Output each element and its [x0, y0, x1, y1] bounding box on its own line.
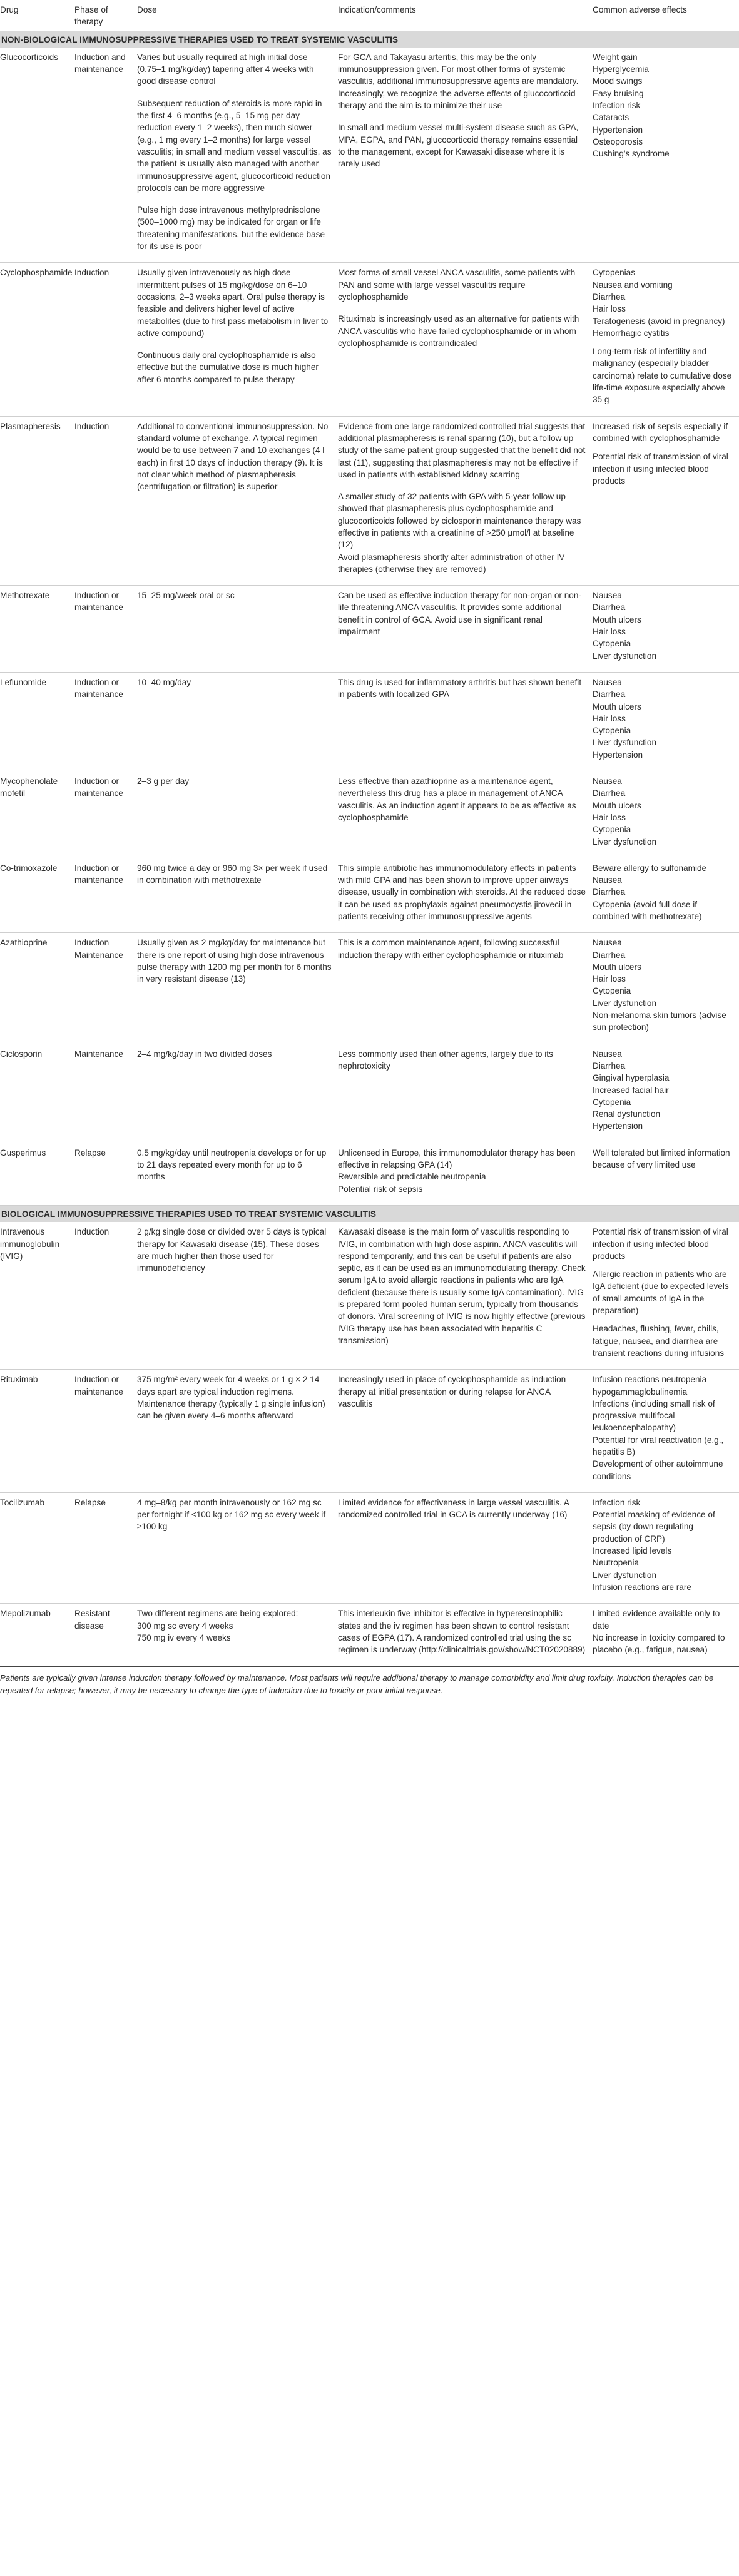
- adverse-effect-item: Cytopenia: [593, 1097, 631, 1107]
- adverse-effect-item: Nausea and vomiting: [593, 280, 673, 290]
- dose-paragraph: 2 g/kg single dose or divided over 5 days is typical therapy for Kawasaki disease (15). These doses are much higher than those used for immunodeficiency: [137, 1227, 327, 1273]
- indication-cell: [338, 771, 593, 858]
- phase-of-therapy: Induction Maintenance: [74, 938, 123, 960]
- table-header: [0, 4, 739, 31]
- drug-name: Glucocorticoids: [0, 52, 58, 62]
- indication-paragraph: This simple antibiotic has immunomodulatory effects in patients with mild GPA and has been shown to improve upper airways disease, usually in combination with steroids. At the reduced dose it can be used as prophylaxis against pneumocystis jirovecii in patients receiving other immunosuppressive agents: [338, 863, 586, 921]
- indication-paragraph-line: Avoid plasmapheresis shortly after administration of other IV therapies (otherwise they are removed): [338, 552, 565, 574]
- adverse-effect-item: Teratogenesis (avoid in pregnancy): [593, 316, 725, 326]
- adverse-effect-item: Diarrhea: [593, 1061, 626, 1071]
- adverse-effect-item: Renal dysfunction: [593, 1109, 661, 1119]
- adverse-effect-item: Diarrhea: [593, 950, 626, 960]
- adverse-effect-item: Osteoporosis: [593, 136, 643, 146]
- indication-cell: [338, 1604, 593, 1666]
- dose-paragraph: 10–40 mg/day: [137, 677, 191, 687]
- adverse-effect-item: Hair loss: [593, 627, 626, 637]
- indication-cell: [338, 1222, 593, 1369]
- adverse-effect-item: Allergic reaction in patients who are IgA deficient (due to expected levels of small amounts of IgA in the preparation): [593, 1270, 729, 1316]
- adverse-effect-item: Hair loss: [593, 812, 626, 822]
- phase-of-therapy: Induction or maintenance: [74, 591, 123, 613]
- dose-cell: [137, 586, 338, 673]
- drug-name: Cyclophosphamide: [0, 268, 73, 278]
- indication-paragraph: This interleukin five inhibitor is effective in hypereosinophilic states and the iv regimen has been shown to control resistant cases of EGPA (17). A randomized controlled trial using the sc regimen is underway (http://clinicaltrials.gov/show/NCT02020889): [338, 1609, 586, 1655]
- drug-name: Ciclosporin: [0, 1049, 43, 1059]
- dose-cell: [137, 263, 338, 416]
- header-drug: Drug: [0, 5, 19, 14]
- indication-paragraph: For GCA and Takayasu arteritis, this may be the only immunosuppression given. For most other forms of systemic vasculitis, additional immunosuppressive agents are mandatory. Increasingly, we recognize the adverse effects of glucocorticoid therapy and the aim is to minimize their use: [338, 52, 579, 111]
- indication-paragraph: Limited evidence for effectiveness in large vessel vasculitis. A randomized controlled trial in GCA is currently underway (16): [338, 1497, 569, 1520]
- indication-paragraph: This is a common maintenance agent, following successful induction therapy with either cyclophosphamide or rituximab: [338, 938, 564, 960]
- adverse-effect-item: Diarrhea: [593, 887, 626, 897]
- table-row: [0, 416, 739, 586]
- adverse-effect-item: Neutropenia: [593, 1558, 640, 1568]
- indication-paragraph: Evidence from one large randomized controlled trial suggests that additional plasmapheresis is renal sparing (10), but a follow up study of the same patient group suggested that the benefit did not last (11), suggesting that plasmapheresis may not be effective if used in patients with established kidney scarring: [338, 421, 586, 479]
- section-heading-row: [0, 31, 739, 48]
- dose-cell: [137, 672, 338, 771]
- adverse-effect-item: Cytopenia: [593, 639, 631, 649]
- indication-cell: [338, 1044, 593, 1143]
- indication-paragraph-line: Unlicensed in Europe, this immunomodulator therapy has been effective in relapsing GPA (14): [338, 1148, 576, 1170]
- table-row: [0, 672, 739, 771]
- adverse-effects-cell: [593, 1370, 739, 1493]
- adverse-effect-item: Increased facial hair: [593, 1085, 669, 1095]
- adverse-effect-item: Long-term risk of infertility and malignancy (especially bladder carcinoma) relate to cumulative dose life-time exposure especially above 35 g: [593, 347, 732, 405]
- phase-of-therapy: Induction: [74, 1227, 110, 1237]
- adverse-effect-item: Cushing's syndrome: [593, 149, 670, 159]
- adverse-effect-item: Infections (including small risk of progressive multifocal leukoencephalopathy): [593, 1398, 715, 1433]
- header-adverse-effects: Common adverse effects: [593, 5, 687, 14]
- adverse-effect-item: [593, 1262, 733, 1268]
- section-title: NON-BIOLOGICAL IMMUNOSUPPRESSIVE THERAPIES USED TO TREAT SYSTEMIC VASCULITIS: [0, 31, 739, 48]
- adverse-effect-item: Hypertension: [593, 1121, 643, 1131]
- adverse-effect-item: Easy bruising: [593, 88, 644, 98]
- adverse-effect-item: Nausea: [593, 677, 622, 687]
- drug-name: Intravenous immunoglobulin (IVIG): [0, 1227, 60, 1261]
- drug-name: Azathioprine: [0, 938, 48, 948]
- dose-cell: [137, 1492, 338, 1603]
- adverse-effect-item: [593, 339, 733, 345]
- drug-name: Leflunomide: [0, 677, 47, 687]
- dose-cell: [137, 1044, 338, 1143]
- adverse-effect-item: Well tolerated but limited information because of very limited use: [593, 1148, 730, 1170]
- indication-paragraph: In small and medium vessel multi-system disease such as GPA, MPA, EGPA, and PAN, glucocorticoid therapy remains essential to the management, except for Kawasaki disease where it is rarely used: [338, 123, 579, 169]
- drug-name: Mycophenolate mofetil: [0, 776, 58, 798]
- section-title: BIOLOGICAL IMMUNOSUPPRESSIVE THERAPIES USED TO TREAT SYSTEMIC VASCULITIS: [0, 1205, 739, 1222]
- adverse-effect-item: Nausea: [593, 938, 622, 948]
- dose-paragraph: 4 mg–8/kg per month intravenously or 162 mg sc per fortnight if <100 kg or 162 mg sc every week if ≥100 kg: [137, 1497, 326, 1532]
- header-phase: Phase of therapy: [74, 5, 108, 27]
- table-row: [0, 586, 739, 673]
- table-row: [0, 48, 739, 263]
- adverse-effects-cell: [593, 586, 739, 673]
- adverse-effect-item: Diarrhea: [593, 690, 626, 700]
- table-row: [0, 771, 739, 858]
- adverse-effect-item: Hemorrhagic cystitis: [593, 328, 670, 338]
- indication-cell: [338, 416, 593, 586]
- adverse-effects-cell: [593, 416, 739, 586]
- indication-paragraph: Most forms of small vessel ANCA vasculitis, some patients with PAN and some with large vessel vasculitis require cyclophosphamide: [338, 268, 576, 302]
- indication-cell: [338, 672, 593, 771]
- adverse-effect-item: Liver dysfunction: [593, 998, 657, 1008]
- indication-cell: [338, 1143, 593, 1205]
- adverse-effect-item: No increase in toxicity compared to placebo (e.g., fatigue, nausea): [593, 1632, 725, 1655]
- adverse-effect-item: Mouth ulcers: [593, 962, 641, 972]
- dose-cell: [137, 1370, 338, 1493]
- adverse-effect-item: Diarrhea: [593, 603, 626, 613]
- header-dose: Dose: [137, 5, 157, 14]
- adverse-effect-item: Infection risk: [593, 101, 641, 111]
- table-row: [0, 1044, 739, 1143]
- table-body: [0, 31, 739, 1666]
- dose-cell: [137, 771, 338, 858]
- table-row: [0, 1492, 739, 1603]
- phase-of-therapy: Relapse: [74, 1497, 106, 1507]
- vasculitis-therapy-table: [0, 4, 739, 1666]
- drug-name: Rituximab: [0, 1375, 38, 1385]
- adverse-effect-item: Infusion reactions are rare: [593, 1582, 691, 1592]
- phase-of-therapy: Induction: [74, 421, 110, 431]
- dose-paragraph: [137, 1607, 332, 1644]
- adverse-effect-item: Mouth ulcers: [593, 800, 641, 810]
- adverse-effects-cell: [593, 1143, 739, 1205]
- indication-paragraph-line: Reversible and predictable neutropenia: [338, 1172, 486, 1182]
- adverse-effect-item: Hypertension: [593, 125, 643, 135]
- adverse-effect-item: Potential masking of evidence of sepsis (by down regulating production of CRP): [593, 1510, 715, 1544]
- adverse-effect-item: Cytopenia: [593, 986, 631, 996]
- adverse-effect-item: [593, 444, 733, 451]
- indication-paragraph: Rituximab is increasingly used as an alternative for patients with ANCA vasculitis who have failed cyclophosphamide or in whom cyclophosphamide is contraindicated: [338, 314, 579, 348]
- dose-paragraph-line: Two different regimens are being explored:: [137, 1609, 298, 1619]
- phase-of-therapy: Relapse: [74, 1148, 106, 1158]
- dose-cell: [137, 933, 338, 1044]
- dose-paragraph: Subsequent reduction of steroids is more rapid in the first 4–6 months (e.g., 5–15 mg per day reduction every 1–2 weeks), then much slower (e.g., 1 mg every 1–2 months) for large vessel vasculitis; in small and medium vessel vasculitis, as the patient is usually also managed with another immunosuppressive agent, glucocorticoid reduction protocols can be more aggressive: [137, 98, 332, 193]
- phase-of-therapy: Induction or maintenance: [74, 1375, 123, 1397]
- dose-paragraph: 2–4 mg/kg/day in two divided doses: [137, 1049, 272, 1059]
- adverse-effects-cell: [593, 263, 739, 416]
- indication-cell: [338, 1492, 593, 1603]
- dose-paragraph: 960 mg twice a day or 960 mg 3× per week if used in combination with methotrexate: [137, 863, 328, 885]
- dose-paragraph: Pulse high dose intravenous methylprednisolone (500–1000 mg) may be indicated for organ or life threatening manifestations, but the evidence base for its use is poor: [137, 205, 325, 252]
- section-heading-row: [0, 1205, 739, 1222]
- adverse-effects-cell: [593, 1222, 739, 1369]
- indication-paragraph: Kawasaki disease is the main form of vasculitis responding to IVIG, in combination with high dose aspirin. ANCA vasculitis will respond temporarily, and this can be useful if patients are also septic, as it can be used as an immunomodulating therapy. Check serum IgA to avoid allergic reactions in patients who are IgA deficient (because there is usually some IgA contamination). IVIG is prepared form pooled human serum, typically from thousands of donors. Viral screening of IVIG is now highly effective (previous IVIG therapy use has been associated with hepatitis C transmission): [338, 1227, 586, 1345]
- adverse-effect-item: hypogammaglobulinemia: [593, 1387, 688, 1397]
- phase-of-therapy: Resistant disease: [74, 1609, 110, 1631]
- phase-of-therapy: Induction or maintenance: [74, 776, 123, 798]
- adverse-effect-item: Cataracts: [593, 113, 629, 123]
- adverse-effect-item: Infusion reactions neutropenia: [593, 1375, 707, 1385]
- table-footnote: Patients are typically given intense induction therapy followed by maintenance. Most patients will require additional therapy to manage comorbidity and limit drug toxicity. Induction therapies can be repeated for relapse; however, it may be necessary to change the type of induction due to toxicity or poor initial response.: [0, 1666, 739, 1696]
- dose-paragraph: Continuous daily oral cyclophosphamide is also effective but the cumulative dose is much higher after 6 months compared to pulse therapy: [137, 350, 319, 384]
- adverse-effects-cell: [593, 1492, 739, 1603]
- indication-paragraph: Can be used as effective induction therapy for non-organ or non-life threatening ANCA vasculitis. It provides some additional benefit in control of GCA. Avoid use in significant renal impairment: [338, 591, 581, 637]
- table-row: [0, 1370, 739, 1493]
- adverse-effect-item: Nausea: [593, 776, 622, 787]
- adverse-effect-item: Gingival hyperplasia: [593, 1073, 670, 1083]
- indication-paragraph-line: A smaller study of 32 patients with GPA with 5-year follow up showed that plasmapheresis plus cyclophosphamide and glucocorticoids followed by ciclosporin maintenance therapy was effective in patients with a creatinine of >250 μmol/l at baseline (12): [338, 492, 581, 550]
- indication-cell: [338, 263, 593, 416]
- adverse-effect-item: Liver dysfunction: [593, 837, 657, 847]
- drug-name: Gusperimus: [0, 1148, 46, 1158]
- dose-cell: [137, 1143, 338, 1205]
- phase-of-therapy: Induction: [74, 268, 110, 278]
- dose-paragraph-line: 300 mg sc every 4 weeks: [137, 1621, 233, 1631]
- adverse-effects-cell: [593, 933, 739, 1044]
- dose-cell: [137, 48, 338, 263]
- adverse-effects-cell: [593, 1044, 739, 1143]
- indication-cell: [338, 858, 593, 932]
- drug-name: Tocilizumab: [0, 1497, 45, 1507]
- adverse-effect-item: Nausea: [593, 1049, 622, 1059]
- adverse-effect-item: Hypertension: [593, 750, 643, 760]
- adverse-effect-item: Headaches, flushing, fever, chills, fatigue, nausea, and diarrhea are transient reactions during infusions: [593, 1324, 725, 1358]
- dose-paragraph: Varies but usually required at high initial dose (0.75–1 mg/kg/day) tapering after 4 weeks with good disease control: [137, 52, 314, 86]
- dose-paragraph: Usually given as 2 mg/kg/day for maintenance but there is one report of using high dose intravenous pulse therapy with 1200 mg per month for 6 months in very resistant disease (13): [137, 938, 332, 984]
- phase-of-therapy: Maintenance: [74, 1049, 123, 1059]
- adverse-effect-item: Non-melanoma skin tumors (advise sun protection): [593, 1011, 726, 1032]
- adverse-effects-cell: [593, 771, 739, 858]
- indication-paragraph: [338, 491, 586, 575]
- adverse-effect-item: Nausea: [593, 875, 622, 885]
- adverse-effect-item: Liver dysfunction: [593, 1570, 657, 1580]
- drug-name: Mepolizumab: [0, 1609, 51, 1619]
- adverse-effect-item: Diarrhea: [593, 788, 626, 798]
- dose-cell: [137, 416, 338, 586]
- dose-paragraph: Additional to conventional immunosuppression. No standard volume of exchange. A typical regimen would be to use between 7 and 10 exchanges (4 l each) in first 10 days of induction therapy (9). It is not clear which method of plasmapheresis (centrifugation or filtration) is superior: [137, 421, 329, 492]
- adverse-effect-item: Infection risk: [593, 1497, 641, 1507]
- drug-name: Plasmapheresis: [0, 421, 61, 431]
- adverse-effect-item: Mouth ulcers: [593, 614, 641, 624]
- adverse-effects-cell: [593, 48, 739, 263]
- indication-paragraph: Less effective than azathioprine as a maintenance agent, nevertheless this drug has a place in management of ANCA vasculitis. As an induction agent it appears to be as effective as cyclophosphamide: [338, 776, 576, 822]
- indication-cell: [338, 1370, 593, 1493]
- adverse-effect-item: Liver dysfunction: [593, 738, 657, 748]
- dose-paragraph: 375 mg/m² every week for 4 weeks or 1 g × 2 14 days apart are typical induction regimens. Maintenance therapy (typically 1 g single infusion) can be given every 4–6 months afterward: [137, 1375, 325, 1421]
- dose-cell: [137, 1604, 338, 1666]
- dose-paragraph-line: 750 mg iv every 4 weeks: [137, 1632, 231, 1642]
- adverse-effect-item: Potential risk of transmission of viral infection if using infected blood products: [593, 1227, 728, 1261]
- dose-paragraph: 15–25 mg/week oral or sc: [137, 591, 235, 601]
- table-row: [0, 1604, 739, 1666]
- adverse-effect-item: Hair loss: [593, 974, 626, 984]
- dose-paragraph: Usually given intravenously as high dose intermittent pulses of 15 mg/kg/dose on 6–10 occasions, 2–3 weeks apart. Oral pulse therapy is feasible and delivers higher level of active metabolites (due to first pass metabolism in liver to active compound): [137, 268, 329, 338]
- adverse-effect-item: Potential risk of transmission of viral infection if using infected blood products: [593, 452, 728, 486]
- adverse-effect-item: Cytopenia: [593, 726, 631, 736]
- adverse-effect-item: Hyperglycemia: [593, 64, 649, 74]
- adverse-effect-item: Mood swings: [593, 76, 643, 86]
- adverse-effect-item: Weight gain: [593, 52, 638, 62]
- adverse-effect-item: Cytopenias: [593, 268, 636, 278]
- adverse-effect-item: Mouth ulcers: [593, 701, 641, 711]
- dose-cell: [137, 1222, 338, 1369]
- adverse-effects-cell: [593, 672, 739, 771]
- table-row: [0, 1143, 739, 1205]
- adverse-effect-item: Hair loss: [593, 304, 626, 314]
- adverse-effects-cell: [593, 1604, 739, 1666]
- table-row: [0, 858, 739, 932]
- header-indication: Indication/comments: [338, 5, 416, 14]
- adverse-effect-item: Increased lipid levels: [593, 1546, 672, 1556]
- adverse-effect-item: Cytopenia (avoid full dose if combined with methotrexate): [593, 899, 702, 921]
- adverse-effect-item: Liver dysfunction: [593, 651, 657, 661]
- adverse-effects-cell: [593, 858, 739, 932]
- indication-paragraph: This drug is used for inflammatory arthritis but has shown benefit in patients with localized GPA: [338, 677, 582, 700]
- adverse-effect-item: [593, 1316, 733, 1323]
- indication-paragraph-line: Potential risk of sepsis: [338, 1184, 423, 1194]
- adverse-effect-item: Limited evidence available only to date: [593, 1609, 720, 1631]
- indication-paragraph: Less commonly used than other agents, largely due to its nephrotoxicity: [338, 1049, 553, 1071]
- dose-cell: [137, 858, 338, 932]
- phase-of-therapy: Induction or maintenance: [74, 677, 123, 700]
- phase-of-therapy: Induction and maintenance: [74, 52, 126, 74]
- adverse-effect-item: Diarrhea: [593, 292, 626, 302]
- drug-name: Co-trimoxazole: [0, 863, 58, 873]
- indication-paragraph: Increasingly used in place of cyclophosphamide as induction therapy at initial presentation or during relapse for ANCA vasculitis: [338, 1375, 566, 1408]
- dose-paragraph: 2–3 g per day: [137, 776, 190, 787]
- adverse-effect-item: Development of other autoimmune conditions: [593, 1459, 723, 1481]
- adverse-effect-item: Potential for viral reactivation (e.g., hepatitis B): [593, 1435, 724, 1457]
- dose-paragraph: 0.5 mg/kg/day until neutropenia develops or for up to 21 days repeated every month for up to 6 months: [137, 1148, 327, 1182]
- adverse-effect-item: Nausea: [593, 591, 622, 601]
- adverse-effect-item: Increased risk of sepsis especially if combined with cyclophosphamide: [593, 421, 728, 443]
- table-row: [0, 1222, 739, 1369]
- indication-cell: [338, 933, 593, 1044]
- adverse-effect-item: Cytopenia: [593, 825, 631, 835]
- adverse-effect-item: Hair loss: [593, 713, 626, 723]
- table-row: [0, 263, 739, 416]
- drug-name: Methotrexate: [0, 591, 50, 601]
- indication-cell: [338, 48, 593, 263]
- phase-of-therapy: Induction or maintenance: [74, 863, 123, 885]
- indication-cell: [338, 586, 593, 673]
- table-row: [0, 933, 739, 1044]
- indication-paragraph: [338, 1147, 586, 1195]
- adverse-effect-item: Beware allergy to sulfonamide: [593, 863, 707, 873]
